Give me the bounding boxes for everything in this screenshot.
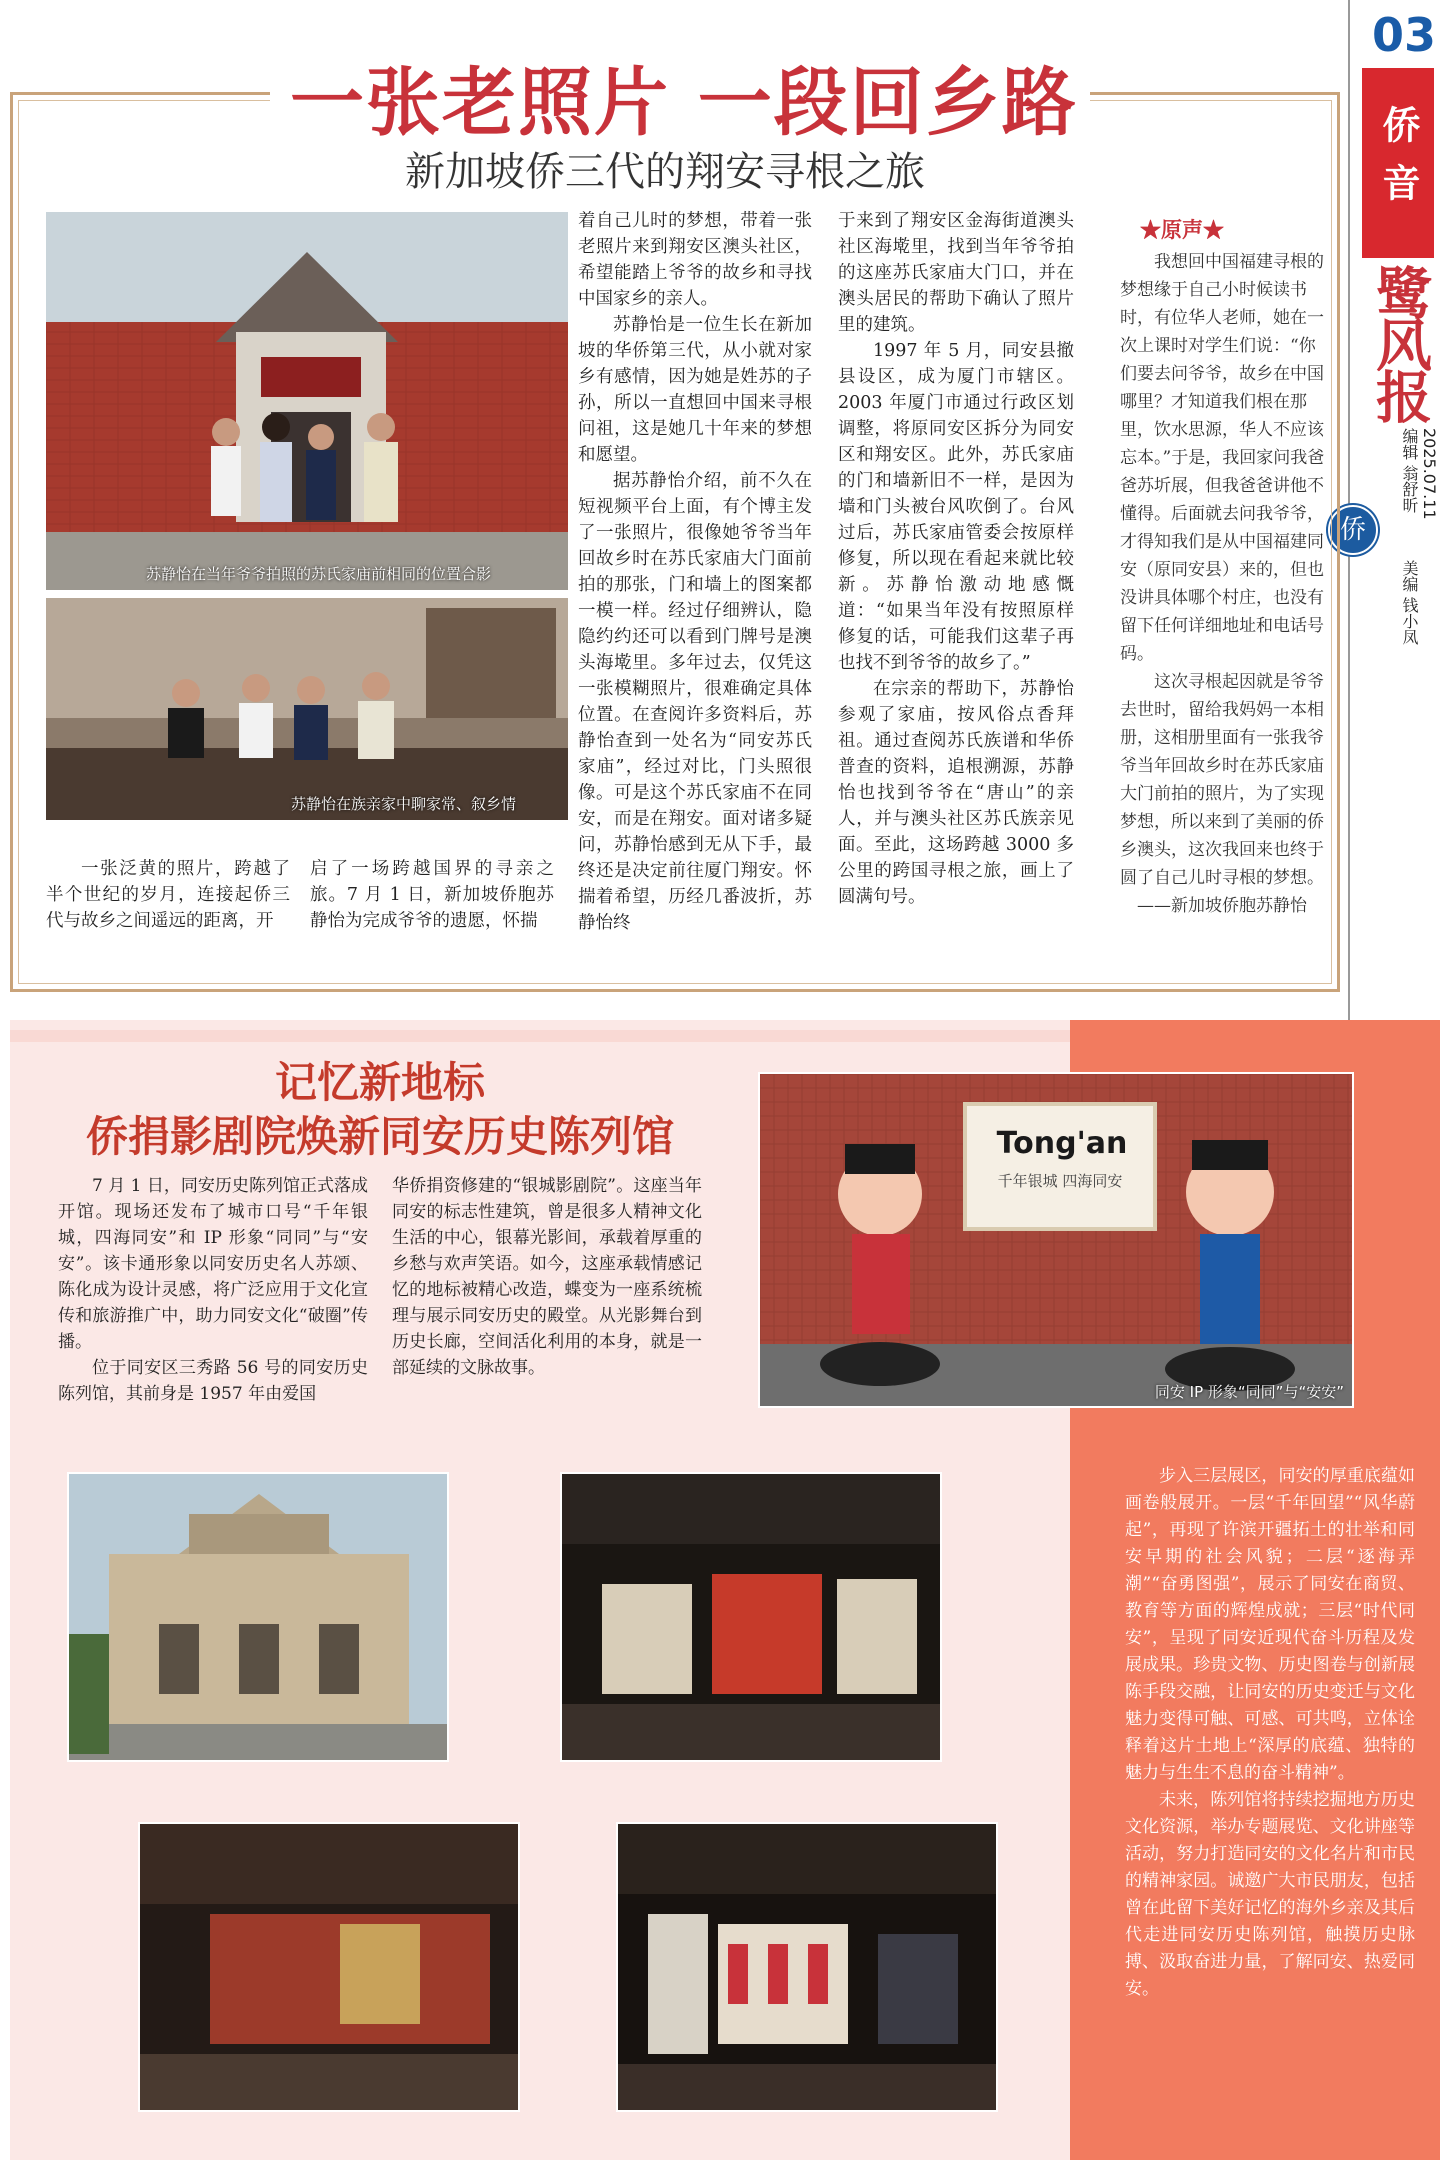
text-column-2 xyxy=(310,856,554,934)
text-column-4 xyxy=(838,208,1074,910)
paragraph: 华侨捐资修建的“银城影剧院”。这座当年同安的标志性建筑，曾是很多人精神文化生活的中心，银幕光影间，承载着厚重的乡愁与欢声笑语。如今，这座承载情感记忆的地标被精心改造，蝶变为一座系统梳理与展示同安历史的殿堂。从光影舞台到历史长廊，空间活化利用的本身，就是一部延续的文脉故事。 xyxy=(392,1176,702,1378)
overseas-chinese-seal-icon: 侨 xyxy=(1328,505,1378,555)
family-temple-photo xyxy=(46,212,568,590)
photo-caption: 苏静怡在族亲家中聊家常、叙乡情 xyxy=(291,795,517,813)
paragraph: 苏静怡是一位生长在新加坡的华侨第三代，从小就对家乡有感情，因为她是姓苏的子孙，所以一直想回中国来寻根问祖，这是她几十年来的梦想和愿望。 xyxy=(578,315,812,465)
article2-column-3 xyxy=(1125,1463,1415,2003)
page-number: 03 xyxy=(1372,8,1437,62)
editor-credit: 编辑 翁舒昕 xyxy=(1400,428,1419,514)
paragraph: 我想回中国福建寻根的梦想缘于自己小时候读书时，有位华人老师，她在一次上课时对学生们说：“你们要去问爷爷，故乡在中国哪里？才知道我们根在那里，饮水思源，华人不应该忘本。”于是，我回家问我爸爸苏圻展，但我爸爸讲他不懂得。后面就去问我爷爷，才得知我们是从中国福建同安（原同安县）来的，但也没讲具体哪个村庄，也没有留下任何详细地址和电话号码。 xyxy=(1120,252,1325,664)
voice-heading: ★原声★ xyxy=(1140,217,1224,242)
paragraph: 7 月 1 日，同安历史陈列馆正式落成开馆。现场还发布了城市口号“千年银城，四海同安”和 IP 形象“同同”与“安安”。该卡通形象以同安历史名人苏颂、陈化成为设计灵感，将广泛应用于文化宣传和旅游推广中，助力同安文化“破圈”传播。 xyxy=(58,1176,368,1352)
ip-mascot-photo xyxy=(758,1072,1354,1408)
ip-sign-title: Tong'an xyxy=(996,1126,1128,1161)
panel-strip xyxy=(10,1030,1070,1042)
ip-sign-slogan: 千年银城 四海同安 xyxy=(997,1172,1123,1190)
museum-exterior-photo xyxy=(67,1472,449,1762)
paragraph: 未来，陈列馆将持续挖掘地方历史文化资源，举办专题展览、文化讲座等活动，努力打造同安的文化名片和市民的精神家园。诚邀广大市民朋友，包括曾在此留下美好记忆的海外乡亲及其后代走进同安历史陈列馆，触摸历史脉搏、汲取奋进力量，了解同安、热爱同安。 xyxy=(1125,1790,1415,1999)
quote-signature: ——新加坡侨胞苏静怡 xyxy=(1137,896,1307,916)
exhibition-hall-photo-3 xyxy=(616,1822,998,2112)
paragraph: 步入三层展区，同安的厚重底蕴如画卷般展开。一层“千年回望”“风华蔚起”，再现了许滨开疆拓土的壮举和同安早期的社会风貌；二层“逐海弄潮”“奋勇图强”，展示了同安在商贸、教育等方面的辉煌成就；三层“时代同安”，呈现了同安近现代奋斗历程及发展成果。珍贵文物、历史图卷与创新展陈手段交融，让同安的历史变迁与文化魅力变得可触、可感、可共鸣，立体诠释着这片土地上“深厚的底蕴、独特的魅力与生生不息的奋斗精神”。 xyxy=(1125,1466,1415,1783)
voice-quote xyxy=(1120,248,1325,920)
photo-caption: 同安 IP 形象“同同”与“安安” xyxy=(1154,1383,1344,1401)
issue-date: 2025.07.11 xyxy=(1420,428,1439,520)
paragraph: 着自己儿时的梦想，带着一张老照片来到翔安区澳头社区，希望能踏上爷爷的故乡和寻找中国家乡的亲人。 xyxy=(578,211,812,309)
newspaper-brand-logo: 鹭风报 xyxy=(1367,264,1433,420)
paragraph: 于来到了翔安区金海街道澳头社区海墘里，找到当年爷爷拍的这座苏氏家庙大门口，并在澳头居民的帮助下确认了照片里的建筑。 xyxy=(838,211,1074,335)
exhibition-hall-photo-2 xyxy=(138,1822,520,2112)
text-column-1 xyxy=(46,856,290,934)
designer-credit: 美编 钱小凤 xyxy=(1400,560,1419,646)
text-column-3 xyxy=(578,208,812,936)
paragraph: 据苏静怡介绍，前不久在短视频平台上面，有个博主发了一张照片，很像她爷爷当年回故乡时在苏氏家庙大门面前拍的那张，门和墙上的图案都一模一样。经过仔细辨认，隐隐约约还可以看到门牌号是澳头海墘里。多年过去，仅凭这一张模糊照片，很难确定具体位置。在查阅许多资料后，苏静怡查到一处名为“同安苏氏家庙”，经过对比，门头照很像。可是这个苏氏家庙不在同安，而是在翔安。面对诸多疑问，苏静怡感到无从下手，最终还是决定前往厦门翔安。怀揣着希望，历经几番波折，苏静怡终 xyxy=(578,471,812,933)
photo-caption: 苏静怡在当年爷爷拍照的苏氏家庙前相同的位置合影 xyxy=(146,565,492,583)
family-visit-photo xyxy=(46,598,568,820)
article2-column-2 xyxy=(392,1173,702,1381)
article2-title-line1: 记忆新地标 xyxy=(274,1058,485,1107)
article-subtitle: 新加坡侨三代的翔安寻根之旅 xyxy=(405,149,925,195)
paragraph: 1997 年 5 月，同安县撤县设区，成为厦门市辖区。2003 年厦门市通过行政区划调整，将原同安区拆分为同安区和翔安区。此外，苏氏家庙的门和墙新旧不一样，是因为墙和门头被台风吹倒了。台风过后，苏氏家庙管委会按原样修复，所以现在看起来就比较新。苏静怡激动地感慨道：“如果当年没有按照原样修复的话，可能我们这辈子再也找不到爷爷的故乡了。” xyxy=(838,341,1074,673)
paragraph: 启了一场跨越国界的寻亲之旅。7 月 1 日，新加坡侨胞苏静怡为完成爷爷的遗愿，怀揣 xyxy=(310,859,554,931)
paragraph: 一张泛黄的照片，跨越了半个世纪的岁月，连接起侨三代与故乡之间遥远的距离，开 xyxy=(46,859,290,931)
paragraph: 在宗亲的帮助下，苏静怡参观了家庙，按风俗点香拜祖。通过查阅苏氏族谱和华侨普查的资料，追根溯源，苏静怡也找到爷爷在“唐山”的亲人，并与澳头社区苏氏族亲见面。至此，这场跨越 3000 多公里的跨国寻根之旅，画上了圆满句号。 xyxy=(838,679,1074,907)
article2-title-line2: 侨捐影剧院焕新同安历史陈列馆 xyxy=(85,1112,674,1161)
paragraph: 这次寻根起因就是爷爷去世时，留给我妈妈一本相册，这相册里面有一张我爷爷当年回故乡时在苏氏家庙大门前拍的照片，为了实现梦想，所以来到了美丽的侨乡澳头，这次我回来也终于圆了自己儿时寻根的梦想。 xyxy=(1120,672,1324,888)
paragraph: 位于同安区三秀路 56 号的同安历史陈列馆，其前身是 1957 年由爱国 xyxy=(58,1358,368,1404)
exhibition-hall-photo-1 xyxy=(560,1472,942,1762)
article-title: 一张老照片 一段回乡路 xyxy=(290,60,1078,146)
article2-column-1 xyxy=(58,1173,368,1407)
section-label: 侨音 xyxy=(1362,68,1434,258)
